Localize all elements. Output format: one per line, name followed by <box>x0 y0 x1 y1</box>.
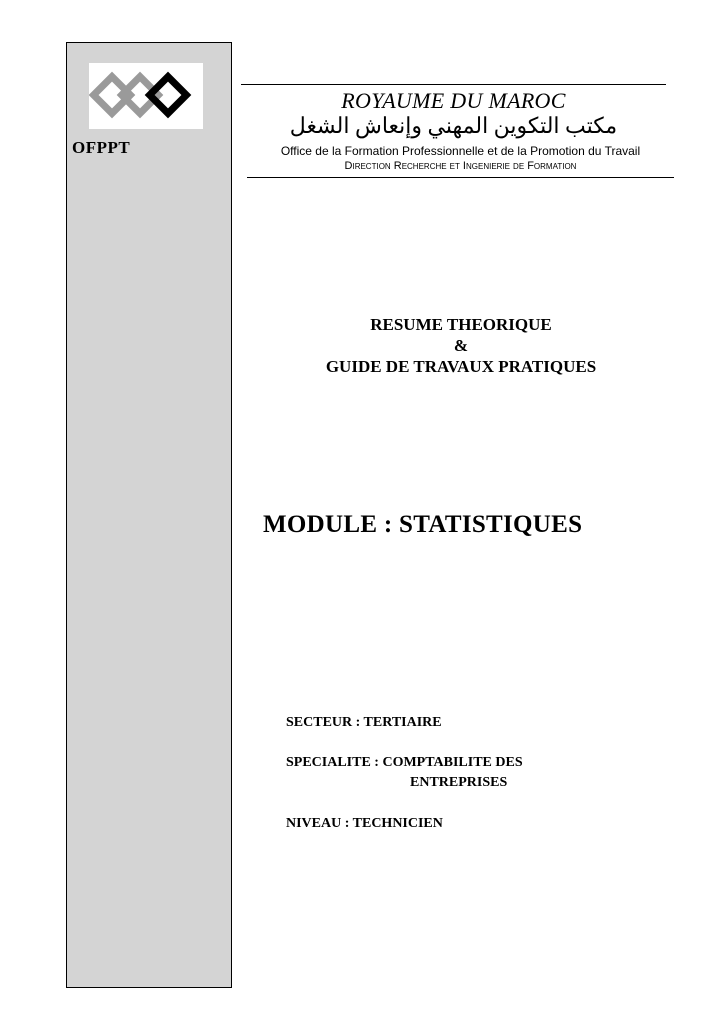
niveau-line: NIVEAU : TECHNICIEN <box>286 816 443 831</box>
resume-theorique-title: RESUME THEORIQUE <box>370 315 552 334</box>
arabic-office-name: مكتب التكوين المهني وإنعاش الشغل <box>289 113 618 138</box>
office-name: Office de la Formation Professionnelle et de la Promotion du Travail <box>280 144 641 158</box>
secteur-line: SECTEUR : TERTIAIRE <box>286 715 442 730</box>
organization-acronym: OFPPT <box>72 138 131 157</box>
kingdom-title: ROYAUME DU MAROC <box>341 88 566 113</box>
specialite-line-continued: ENTREPRISES <box>410 775 508 790</box>
guide-tp-title: GUIDE DE TRAVAUX PRATIQUES <box>325 357 597 376</box>
document-type <box>241 314 681 377</box>
header-rule-top <box>241 84 666 85</box>
direction-name: Direction Recherche et Ingenierie de Formation <box>344 160 577 172</box>
ofppt-logo-icon <box>89 63 203 129</box>
sidebar-panel <box>66 42 232 988</box>
header-rule-bottom <box>247 177 674 178</box>
ampersand: & <box>453 336 469 355</box>
specialite-line: SPECIALITE : COMPTABILITE DES <box>286 755 523 770</box>
module-title: MODULE : STATISTIQUES <box>263 511 583 538</box>
